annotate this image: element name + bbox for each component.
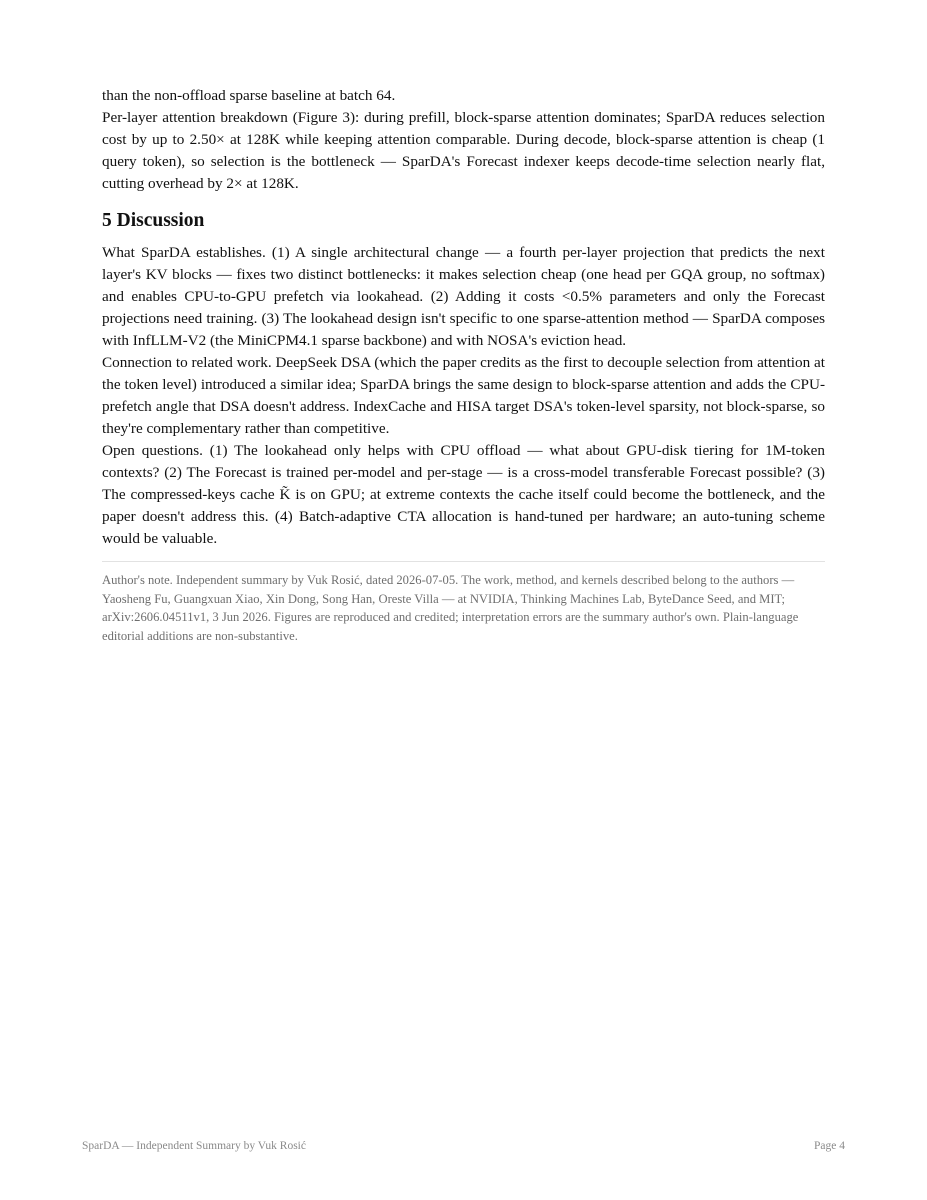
discussion-related-work-paragraph: Connection to related work. DeepSeek DSA (which the paper credits as the first to decouple selection from attention at the token level) introduced a similar idea; SparDA brings the same design to block-sparse attention and adds the CPU-prefetch angle that DSA doesn't address. IndexCache and HISA target DSA's token-level sparsity, not block-sparse, so they're complementary rather than competitive. (102, 354, 825, 437)
author-note: Author's note. Independent summary by Vuk Rosić, dated 2026-07-05. The work, method, and kernels described belong to the authors — Yaosheng Fu, Guangxuan Xiao, Xin Dong, Song Han, Oreste Villa — at NVIDIA, Thinking Machines Lab, ByteDance Seed, and MIT; arXiv:2606.04511v1, 3 Jun 2026. Figures are reproduced and credited; interpretation errors are the summary author's own. Plain-language editorial additions are non-substantive. (102, 573, 799, 643)
page-footer (82, 1140, 845, 1152)
page-content (102, 85, 825, 645)
author-note-divider (102, 561, 825, 562)
discussion-establishes-paragraph: What SparDA establishes. (1) A single architectural change — a fourth per-layer projection that predicts the next layer's KV blocks — fixes two distinct bottlenecks: it makes selection cheap (one head per GQA group, no softmax) and enables CPU-to-GPU prefetch via lookahead. (2) Adding it costs <0.5% parameters and only the Forecast projections need training. (3) The lookahead design isn't specific to one sparse-attention method — SparDA composes with InfLLM-V2 (the MiniCPM4.1 sparse backbone) and with NOSA's eviction head. (102, 244, 825, 349)
attention-breakdown-paragraph: Per-layer attention breakdown (Figure 3): during prefill, block-sparse attention dominates; SparDA reduces selection cost by up to 2.50× at 128K while keeping attention comparable. During decode, block-sparse attention is cheap (1 query token), so selection is the bottleneck — SparDA's Forecast indexer keeps decode-time selection nearly flat, cutting overhead by 2× at 128K. (102, 109, 825, 192)
section-heading-discussion: 5 Discussion (102, 210, 205, 231)
continuation-paragraph: than the non-offload sparse baseline at batch 64. (102, 87, 396, 104)
page-number: Page 4 (814, 1140, 845, 1152)
discussion-open-questions-paragraph: Open questions. (1) The lookahead only helps with CPU offload — what about GPU-disk tiering for 1M-token contexts? (2) The Forecast is trained per-model and per-stage — is a cross-model transferable Forecast possible? (3) The compressed-keys cache K̃ is on GPU; at extreme contexts the cache itself could become the bottleneck, and the paper doesn't address this. (4) Batch-adaptive CTA allocation is hand-tuned per hardware; an auto-tuning scheme would be valuable. (102, 442, 825, 547)
footer-title: SparDA — Independent Summary by Vuk Rosić (82, 1140, 306, 1152)
